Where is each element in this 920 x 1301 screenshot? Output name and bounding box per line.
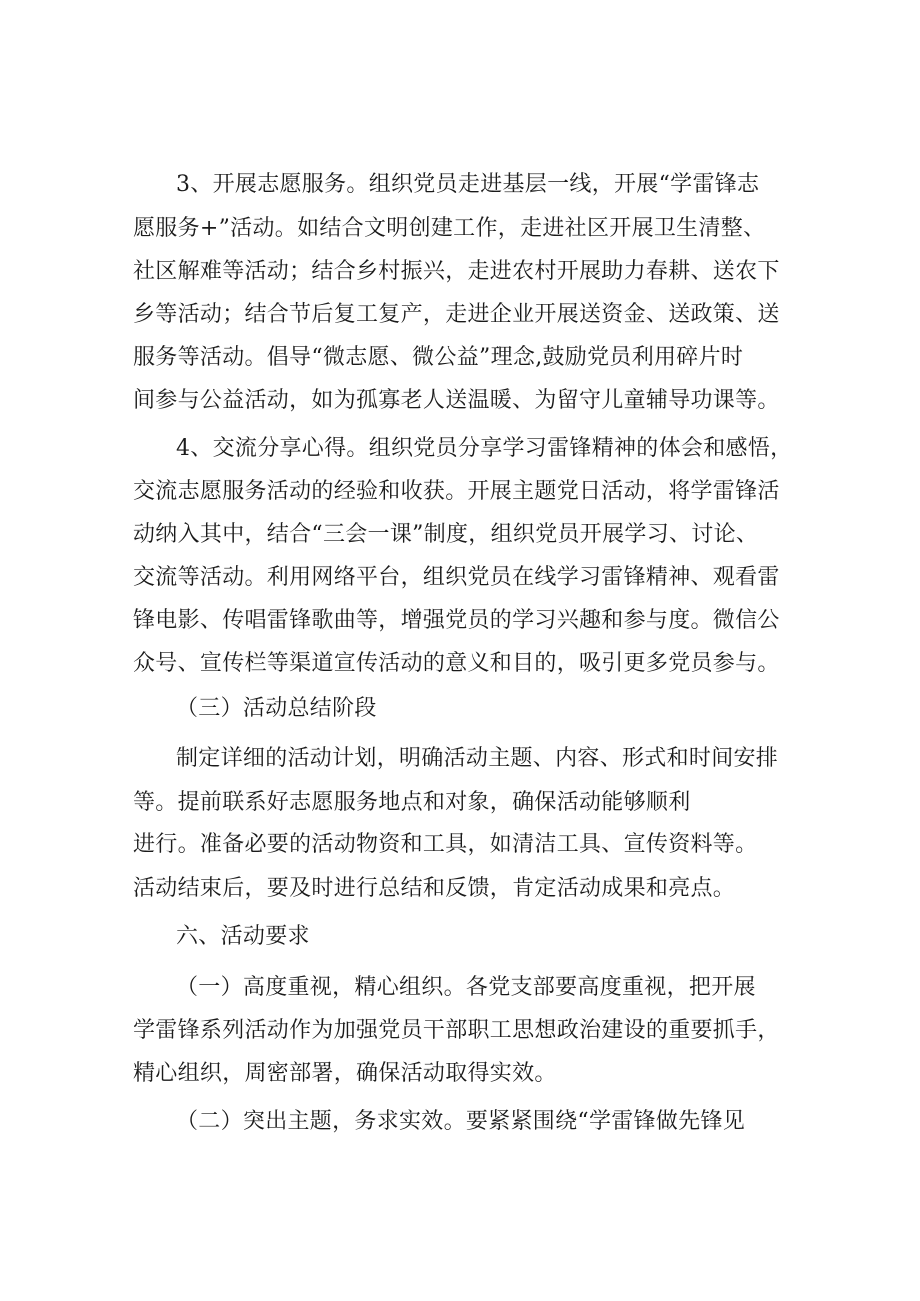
text-line: 愿服务+”活动。如结合文明创建工作，走进社区开展卫生清整、 [133, 216, 766, 241]
text-line: 锋电影、传唱雷锋歌曲等，增强党员的学习兴趣和参与度。微信公 [133, 608, 780, 633]
text-line: （一）高度重视，精心组织。各党支部要高度重视，把开展 [176, 975, 756, 1000]
text-line: 社区解难等活动；结合乡村振兴，走进农村开展助力春耕、送农下 [133, 259, 780, 284]
text-line: 学雷锋系列活动作为加强党员干部职工思想政治建设的重要抓手， [133, 1018, 780, 1043]
section-heading: （三）活动总结阶段 [176, 696, 377, 721]
text-line: 交流志愿服务活动的经验和收获。开展主题党日活动，将学雷锋活 [133, 479, 780, 504]
text-line: 众号、宣传栏等渠道宣传活动的意义和目的，吸引更多党员参与。 [133, 651, 780, 676]
text-line: （二）突出主题，务求实效。要紧紧围绕“学雷锋做先锋见 [176, 1109, 746, 1134]
section-heading: 六、活动要求 [176, 924, 310, 949]
text-line: 3、开展志愿服务。组织党员走进基层一线，开展“学雷锋志 [176, 172, 760, 197]
text-line: 乡等活动；结合节后复工复产，走进企业开展送资金、送政策、送 [133, 302, 780, 327]
text-line: 精心组织，周密部署，确保活动取得实效。 [133, 1061, 557, 1086]
text-line: 动纳入其中，结合“三会一课”制度，组织党员开展学习、讨论、 [133, 522, 759, 547]
text-line: 等。提前联系好志愿服务地点和对象，确保活动能够顺利 [133, 790, 691, 815]
text-line: 4、交流分享心得。组织党员分享学习雷锋精神的体会和感悟， [176, 436, 793, 461]
text-line: 活动结束后，要及时进行总结和反馈，肯定活动成果和亮点。 [133, 876, 736, 901]
text-line: 交流等活动。利用网络平台，组织党员在线学习雷锋精神、观看雷 [133, 565, 780, 590]
text-line: 制定详细的活动计划，明确活动主题、内容、形式和时间安排 [176, 746, 779, 771]
text-line: 进行。准备必要的活动物资和工具，如清洁工具、宣传资料等。 [133, 832, 758, 857]
text-line: 服务等活动。倡导“微志愿、微公益”理念,鼓励党员利用碎片时 [133, 345, 744, 370]
text-line: 间参与公益活动，如为孤寡老人送温暖、为留守儿童辅导功课等。 [133, 388, 780, 413]
